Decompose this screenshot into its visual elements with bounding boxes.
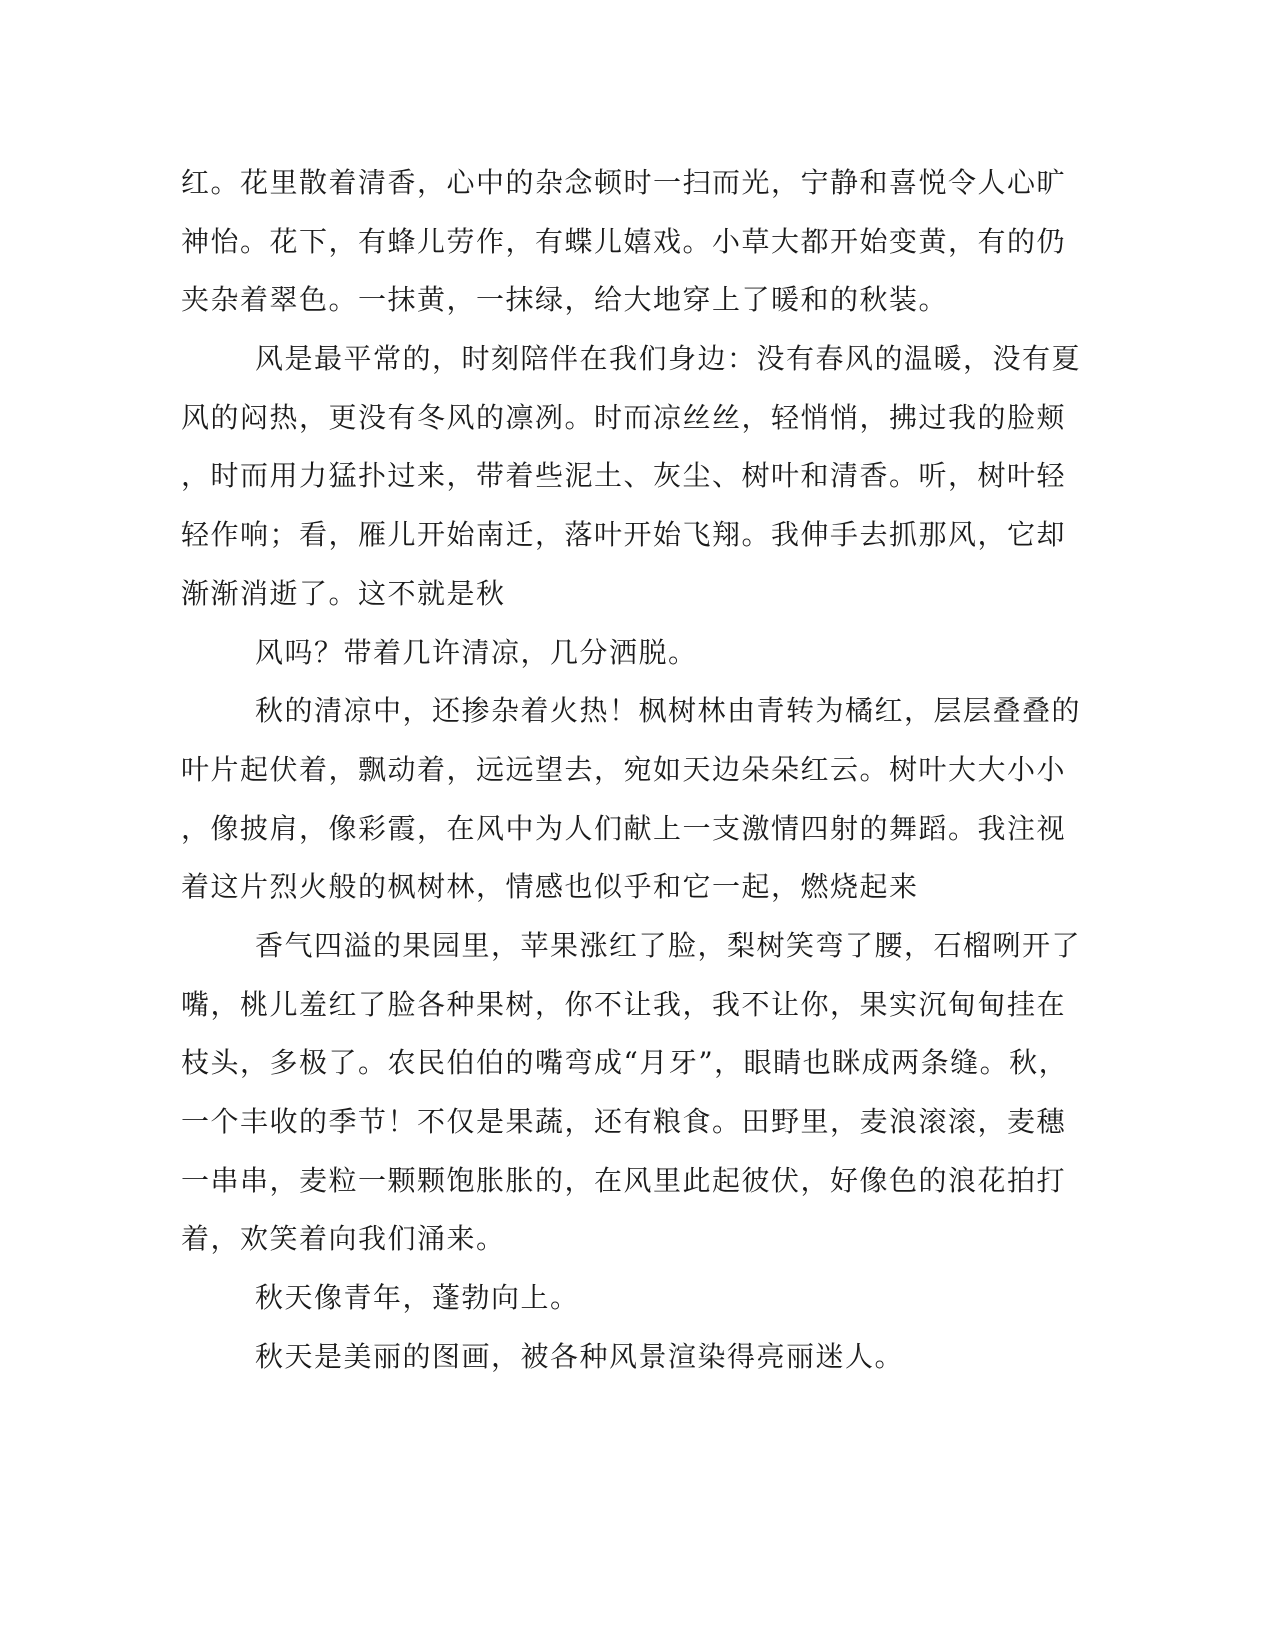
paragraph-first-line: 秋的清凉中，还掺杂着火热！枫树林由青转为橘红，层层叠叠的 — [255, 694, 1082, 728]
text-line: 叶片起伏着，飘动着，远远望去，宛如天边朵朵红云。树叶大大小小 — [181, 752, 1067, 786]
text-line: 一串串，麦粒一颗颗饱胀胀的，在风里此起彼伏，好像色的浪花拍打 — [181, 1163, 1067, 1197]
text-line: ，像披肩，像彩霞，在风中为人们献上一支激情四射的舞蹈。我注视 — [181, 811, 1067, 845]
text-line: 红。花里散着清香，心中的杂念顿时一扫而光，宁静和喜悦令人心旷 — [181, 166, 1067, 199]
document-body — [181, 154, 1082, 1386]
paragraph-first-line: 风吗？带着几许清凉，几分洒脱。 — [255, 635, 698, 669]
text-line: 轻作响；看，雁儿开始南迁，落叶开始飞翔。我伸手去抓那风，它却 — [181, 518, 1067, 552]
text-line: 神怡。花下，有蜂儿劳作，有蝶儿嬉戏。小草大都开始变黄，有的仍 — [181, 224, 1067, 258]
paragraph-first-line: 秋天像青年，蓬勃向上。 — [255, 1281, 580, 1315]
text-line: ，时而用力猛扑过来，带着些泥土、灰尘、树叶和清香。听，树叶轻 — [181, 459, 1067, 493]
text-line: 渐渐消逝了。这不就是秋 — [181, 576, 506, 610]
paragraph-first-line: 香气四溢的果园里，苹果涨红了脸，梨树笑弯了腰，石榴咧开了 — [255, 928, 1082, 962]
paragraph-first-line: 秋天是美丽的图画，被各种风景渲染得亮丽迷人。 — [255, 1339, 905, 1373]
paragraph-first-line: 风是最平常的，时刻陪伴在我们身边：没有春风的温暖，没有夏 — [255, 342, 1082, 376]
text-line: 嘴，桃儿羞红了脸各种果树，你不让我，我不让你，果实沉甸甸挂在 — [181, 987, 1067, 1021]
text-line: 着，欢笑着向我们涌来。 — [181, 1222, 506, 1256]
text-line: 枝头，多极了。农民伯伯的嘴弯成“月牙”，眼睛也眯成两条缝。秋， — [181, 1046, 1069, 1080]
text-line: 风的闷热，更没有冬风的凛冽。时而凉丝丝，轻悄悄，拂过我的脸颊 — [181, 400, 1067, 434]
text-line: 一个丰收的季节！不仅是果蔬，还有粮食。田野里，麦浪滚滚，麦穗 — [181, 1105, 1067, 1138]
text-line: 着这片烈火般的枫树林，情感也似乎和它一起，燃烧起来 — [181, 870, 919, 904]
text-line: 夹杂着翠色。一抹黄，一抹绿，给大地穿上了暖和的秋装。 — [181, 283, 949, 317]
